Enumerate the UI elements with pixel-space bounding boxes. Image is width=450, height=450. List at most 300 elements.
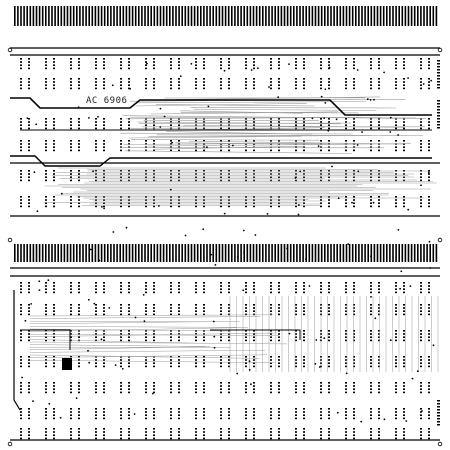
solder-pad bbox=[303, 304, 305, 306]
solder-pad bbox=[145, 61, 147, 63]
via bbox=[360, 421, 362, 423]
solder-pad bbox=[303, 118, 305, 120]
solder-pad bbox=[370, 431, 372, 433]
solder-pad bbox=[395, 366, 397, 368]
solder-pad bbox=[370, 292, 372, 294]
solder-pad bbox=[345, 438, 347, 440]
solder-pad bbox=[428, 180, 430, 182]
solder-pad bbox=[203, 288, 205, 290]
solder-pad bbox=[20, 128, 22, 130]
solder-pad bbox=[245, 385, 247, 387]
solder-pad bbox=[420, 150, 422, 152]
solder-pad bbox=[353, 118, 355, 120]
solder-pad bbox=[70, 146, 72, 148]
edge-connector-finger bbox=[64, 6, 66, 26]
solder-pad bbox=[20, 411, 22, 413]
edge-connector-finger bbox=[336, 6, 338, 26]
solder-pad bbox=[170, 150, 172, 152]
solder-pad bbox=[245, 356, 247, 358]
via bbox=[298, 214, 300, 216]
solder-pad bbox=[170, 282, 172, 284]
solder-pad bbox=[378, 411, 380, 413]
via bbox=[90, 249, 92, 251]
solder-pad bbox=[320, 411, 322, 413]
edge-connector-finger bbox=[157, 6, 159, 26]
solder-pad bbox=[170, 285, 172, 287]
edge-connector-finger bbox=[262, 244, 264, 262]
solder-pad bbox=[95, 140, 97, 142]
solder-pad bbox=[253, 336, 255, 338]
solder-pad bbox=[103, 118, 105, 120]
solder-pad bbox=[45, 58, 47, 60]
solder-pad bbox=[395, 330, 397, 332]
via bbox=[250, 383, 252, 385]
solder-pad bbox=[128, 388, 130, 390]
solder-pad bbox=[128, 292, 130, 294]
solder-pad bbox=[428, 150, 430, 152]
solder-pad bbox=[345, 196, 347, 198]
via bbox=[243, 230, 245, 232]
edge-connector-finger bbox=[265, 244, 267, 262]
solder-pad bbox=[45, 180, 47, 182]
edge-connector-finger bbox=[79, 6, 81, 26]
solder-pad bbox=[195, 340, 197, 342]
via bbox=[309, 285, 311, 287]
solder-pad bbox=[420, 81, 422, 83]
solder-pad bbox=[128, 428, 130, 430]
via bbox=[135, 317, 137, 319]
solder-pad bbox=[278, 206, 280, 208]
edge-connector-finger bbox=[349, 6, 351, 26]
edge-connector-finger bbox=[101, 244, 103, 262]
solder-pad bbox=[120, 84, 122, 86]
solder-pad bbox=[428, 388, 430, 390]
solder-pad bbox=[295, 408, 297, 410]
edge-connector-finger bbox=[315, 244, 317, 262]
solder-pad bbox=[95, 78, 97, 80]
solder-pad bbox=[70, 285, 72, 287]
solder-pad bbox=[420, 143, 422, 145]
solder-pad bbox=[437, 87, 440, 89]
solder-pad bbox=[328, 202, 330, 204]
solder-pad bbox=[78, 314, 80, 316]
solder-pad bbox=[53, 64, 55, 66]
solder-pad bbox=[345, 333, 347, 335]
solder-pad bbox=[328, 428, 330, 430]
solder-pad bbox=[303, 88, 305, 90]
solder-pad bbox=[295, 428, 297, 430]
solder-pad bbox=[120, 68, 122, 70]
edge-connector-finger bbox=[426, 6, 428, 26]
solder-pad bbox=[395, 196, 397, 198]
via bbox=[48, 403, 50, 405]
solder-pad bbox=[145, 428, 147, 430]
solder-pad bbox=[278, 58, 280, 60]
solder-pad bbox=[420, 78, 422, 80]
solder-pad bbox=[345, 78, 347, 80]
solder-pad bbox=[370, 411, 372, 413]
solder-pad bbox=[95, 382, 97, 384]
solder-pad bbox=[320, 388, 322, 390]
solder-pad bbox=[370, 206, 372, 208]
solder-pad bbox=[203, 310, 205, 312]
solder-pad bbox=[78, 366, 80, 368]
solder-pad bbox=[203, 64, 205, 66]
solder-pad bbox=[378, 438, 380, 440]
solder-pad bbox=[228, 392, 230, 394]
solder-pad bbox=[120, 282, 122, 284]
solder-pad bbox=[45, 78, 47, 80]
edge-connector-finger bbox=[340, 244, 342, 262]
edge-connector-finger bbox=[67, 244, 69, 262]
solder-pad bbox=[395, 418, 397, 420]
solder-pad bbox=[28, 434, 30, 436]
solder-pad bbox=[145, 140, 147, 142]
solder-pad bbox=[228, 310, 230, 312]
solder-pad bbox=[437, 81, 440, 83]
via bbox=[400, 270, 402, 272]
solder-pad bbox=[253, 84, 255, 86]
edge-connector-finger bbox=[262, 6, 264, 26]
solder-pad bbox=[403, 333, 405, 335]
solder-pad bbox=[428, 414, 430, 416]
regulator-pad bbox=[62, 358, 72, 370]
solder-pad bbox=[70, 121, 72, 123]
solder-pad bbox=[70, 173, 72, 175]
solder-pad bbox=[428, 428, 430, 430]
edge-connector-finger bbox=[330, 244, 332, 262]
solder-pad bbox=[378, 282, 380, 284]
solder-pad bbox=[170, 61, 172, 63]
solder-pad bbox=[120, 340, 122, 342]
solder-pad bbox=[103, 438, 105, 440]
solder-pad bbox=[395, 408, 397, 410]
solder-pad bbox=[153, 285, 155, 287]
solder-pad bbox=[228, 414, 230, 416]
solder-pad bbox=[195, 418, 197, 420]
solder-pad bbox=[353, 64, 355, 66]
solder-pad bbox=[420, 418, 422, 420]
edge-connector-finger bbox=[42, 6, 44, 26]
solder-pad bbox=[28, 118, 30, 120]
edge-connector-finger bbox=[132, 244, 134, 262]
solder-pad bbox=[178, 414, 180, 416]
via bbox=[329, 67, 331, 69]
solder-pad bbox=[395, 431, 397, 433]
solder-pad bbox=[428, 438, 430, 440]
solder-pad bbox=[20, 333, 22, 335]
solder-pad bbox=[278, 196, 280, 198]
edge-connector-finger bbox=[95, 6, 97, 26]
solder-pad bbox=[403, 206, 405, 208]
solder-pad bbox=[170, 68, 172, 70]
solder-pad bbox=[295, 81, 297, 83]
solder-pad bbox=[395, 362, 397, 364]
solder-pad bbox=[428, 314, 430, 316]
via bbox=[289, 333, 291, 335]
solder-pad bbox=[103, 310, 105, 312]
solder-pad bbox=[303, 359, 305, 361]
solder-pad bbox=[153, 68, 155, 70]
solder-pad bbox=[203, 336, 205, 338]
solder-pad bbox=[170, 438, 172, 440]
solder-pad bbox=[295, 58, 297, 60]
solder-pad bbox=[378, 199, 380, 201]
solder-pad bbox=[395, 359, 397, 361]
solder-pad bbox=[120, 385, 122, 387]
solder-pad bbox=[270, 428, 272, 430]
mounting-hole bbox=[438, 48, 442, 52]
solder-pad bbox=[428, 434, 430, 436]
solder-pad bbox=[370, 382, 372, 384]
solder-pad bbox=[253, 356, 255, 358]
edge-connector-finger bbox=[123, 244, 125, 262]
solder-pad bbox=[428, 285, 430, 287]
solder-pad bbox=[353, 61, 355, 63]
solder-pad bbox=[170, 124, 172, 126]
solder-pad bbox=[345, 140, 347, 142]
solder-pad bbox=[128, 310, 130, 312]
solder-pad bbox=[295, 206, 297, 208]
solder-pad bbox=[20, 180, 22, 182]
solder-pad bbox=[303, 431, 305, 433]
solder-pad bbox=[128, 84, 130, 86]
solder-pad bbox=[428, 199, 430, 201]
solder-pad bbox=[378, 128, 380, 130]
solder-pad bbox=[103, 58, 105, 60]
solder-pad bbox=[53, 140, 55, 142]
solder-pad bbox=[295, 118, 297, 120]
solder-pad bbox=[270, 385, 272, 387]
solder-pad bbox=[178, 288, 180, 290]
solder-pad bbox=[395, 340, 397, 342]
solder-pad bbox=[145, 385, 147, 387]
solder-pad bbox=[95, 146, 97, 148]
solder-pad bbox=[328, 140, 330, 142]
solder-pad bbox=[370, 356, 372, 358]
solder-pad bbox=[295, 307, 297, 309]
solder-pad bbox=[303, 64, 305, 66]
solder-pad bbox=[245, 438, 247, 440]
solder-pad bbox=[203, 292, 205, 294]
edge-connector-finger bbox=[420, 6, 422, 26]
solder-pad bbox=[420, 330, 422, 332]
solder-pad bbox=[270, 392, 272, 394]
solder-pad bbox=[78, 431, 80, 433]
solder-pad bbox=[428, 340, 430, 342]
solder-pad bbox=[28, 121, 30, 123]
solder-pad bbox=[328, 206, 330, 208]
solder-pad bbox=[103, 314, 105, 316]
edge-connector-finger bbox=[92, 6, 94, 26]
solder-pad bbox=[420, 121, 422, 123]
solder-pad bbox=[128, 385, 130, 387]
solder-pad bbox=[420, 64, 422, 66]
solder-pad bbox=[203, 68, 205, 70]
edge-connector-finger bbox=[61, 244, 63, 262]
solder-pad bbox=[128, 64, 130, 66]
solder-pad bbox=[128, 340, 130, 342]
via bbox=[315, 363, 317, 365]
solder-pad bbox=[128, 434, 130, 436]
solder-pad bbox=[370, 124, 372, 126]
solder-pad bbox=[128, 128, 130, 130]
solder-pad bbox=[395, 81, 397, 83]
solder-pad bbox=[253, 434, 255, 436]
via bbox=[351, 202, 353, 204]
solder-pad bbox=[70, 431, 72, 433]
solder-pad bbox=[353, 434, 355, 436]
solder-pad bbox=[78, 170, 80, 172]
solder-pad bbox=[203, 196, 205, 198]
solder-pad bbox=[45, 388, 47, 390]
solder-pad bbox=[45, 314, 47, 316]
solder-pad bbox=[95, 392, 97, 394]
solder-pad bbox=[303, 408, 305, 410]
solder-pad bbox=[245, 121, 247, 123]
edge-connector-finger bbox=[20, 244, 22, 262]
solder-pad bbox=[153, 340, 155, 342]
solder-pad bbox=[78, 118, 80, 120]
edge-connector-finger bbox=[23, 6, 25, 26]
solder-pad bbox=[228, 307, 230, 309]
solder-pad bbox=[428, 146, 430, 148]
solder-pad bbox=[20, 124, 22, 126]
solder-pad bbox=[245, 196, 247, 198]
solder-pad bbox=[153, 84, 155, 86]
solder-pad bbox=[120, 64, 122, 66]
solder-pad bbox=[20, 356, 22, 358]
solder-pad bbox=[403, 340, 405, 342]
edge-connector-finger bbox=[417, 6, 419, 26]
solder-pad bbox=[20, 438, 22, 440]
via bbox=[305, 258, 307, 260]
solder-pad bbox=[128, 359, 130, 361]
solder-pad bbox=[420, 359, 422, 361]
edge-connector-finger bbox=[191, 6, 193, 26]
solder-pad bbox=[203, 428, 205, 430]
solder-pad bbox=[45, 307, 47, 309]
edge-connector-finger bbox=[278, 6, 280, 26]
solder-pad bbox=[20, 288, 22, 290]
edge-connector-finger bbox=[197, 244, 199, 262]
solder-pad bbox=[153, 382, 155, 384]
solder-pad bbox=[245, 366, 247, 368]
via bbox=[25, 320, 27, 322]
solder-pad bbox=[170, 58, 172, 60]
solder-pad bbox=[145, 288, 147, 290]
signal-trace bbox=[30, 322, 206, 324]
solder-pad bbox=[428, 418, 430, 420]
solder-pad bbox=[170, 434, 172, 436]
solder-pad bbox=[328, 431, 330, 433]
solder-pad bbox=[20, 310, 22, 312]
solder-pad bbox=[278, 362, 280, 364]
solder-pad bbox=[320, 88, 322, 90]
solder-pad bbox=[245, 304, 247, 306]
solder-pad bbox=[195, 428, 197, 430]
solder-pad bbox=[403, 64, 405, 66]
solder-pad bbox=[253, 292, 255, 294]
signal-trace bbox=[131, 140, 319, 141]
solder-pad bbox=[345, 418, 347, 420]
solder-pad bbox=[403, 411, 405, 413]
solder-pad bbox=[437, 415, 440, 417]
solder-pad bbox=[403, 336, 405, 338]
solder-pad bbox=[203, 362, 205, 364]
solder-pad bbox=[420, 431, 422, 433]
solder-pad bbox=[437, 112, 440, 114]
edge-connector-finger bbox=[206, 6, 208, 26]
solder-pad bbox=[178, 58, 180, 60]
solder-pad bbox=[403, 392, 405, 394]
via bbox=[374, 317, 376, 319]
solder-pad bbox=[45, 146, 47, 148]
solder-pad bbox=[20, 340, 22, 342]
mounting-hole bbox=[8, 48, 12, 52]
solder-pad bbox=[428, 288, 430, 290]
solder-pad bbox=[145, 418, 147, 420]
solder-pad bbox=[95, 282, 97, 284]
edge-connector-finger bbox=[200, 244, 202, 262]
solder-pad bbox=[270, 84, 272, 86]
solder-pad bbox=[20, 202, 22, 204]
solder-pad bbox=[353, 428, 355, 430]
solder-pad bbox=[53, 61, 55, 63]
solder-pad bbox=[103, 146, 105, 148]
solder-pad bbox=[20, 206, 22, 208]
solder-pad bbox=[303, 121, 305, 123]
solder-pad bbox=[428, 78, 430, 80]
solder-pad bbox=[145, 366, 147, 368]
solder-pad bbox=[45, 206, 47, 208]
solder-pad bbox=[20, 382, 22, 384]
solder-pad bbox=[145, 314, 147, 316]
via bbox=[397, 134, 399, 136]
solder-pad bbox=[295, 61, 297, 63]
solder-pad bbox=[303, 414, 305, 416]
edge-connector-finger bbox=[42, 244, 44, 262]
solder-pad bbox=[320, 140, 322, 142]
edge-connector-finger bbox=[200, 6, 202, 26]
edge-connector-finger bbox=[358, 244, 360, 262]
solder-pad bbox=[45, 362, 47, 364]
solder-pad bbox=[378, 61, 380, 63]
solder-pad bbox=[345, 292, 347, 294]
via bbox=[357, 170, 359, 172]
edge-connector-finger bbox=[188, 6, 190, 26]
solder-pad bbox=[103, 366, 105, 368]
solder-pad bbox=[270, 64, 272, 66]
solder-pad bbox=[328, 411, 330, 413]
solder-pad bbox=[253, 206, 255, 208]
solder-pad bbox=[353, 68, 355, 70]
solder-pad bbox=[120, 143, 122, 145]
solder-pad bbox=[53, 173, 55, 175]
solder-pad bbox=[428, 382, 430, 384]
solder-pad bbox=[103, 434, 105, 436]
edge-connector-finger bbox=[299, 244, 301, 262]
edge-connector-finger bbox=[367, 244, 369, 262]
solder-pad bbox=[20, 336, 22, 338]
solder-pad bbox=[328, 128, 330, 130]
solder-pad bbox=[178, 392, 180, 394]
solder-pad bbox=[145, 78, 147, 80]
solder-pad bbox=[353, 408, 355, 410]
solder-pad bbox=[437, 69, 440, 71]
solder-pad bbox=[295, 282, 297, 284]
via bbox=[92, 170, 94, 172]
